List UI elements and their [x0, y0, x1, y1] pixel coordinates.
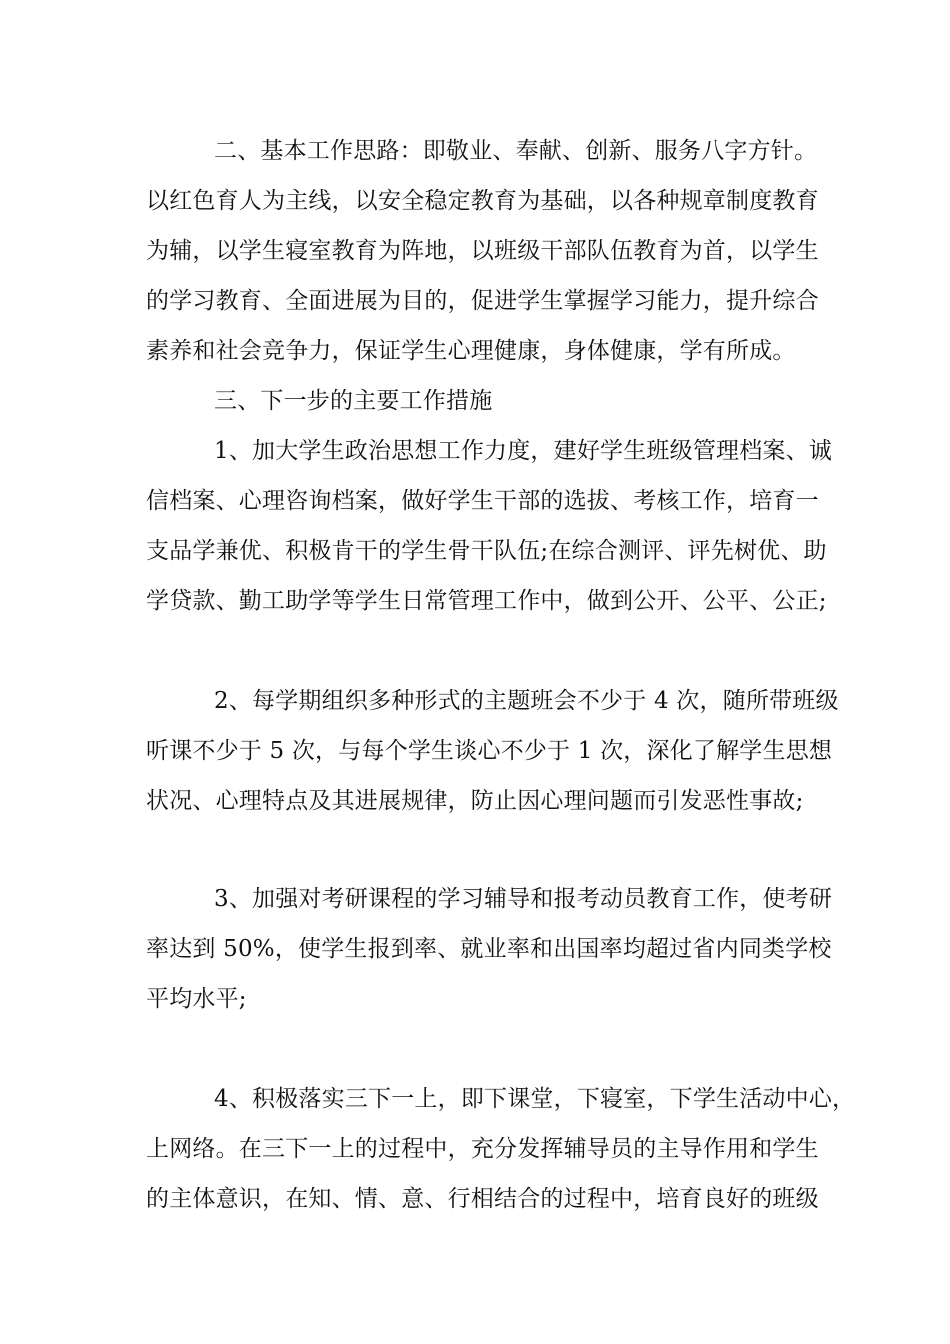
section-2-line: 二、基本工作思路：即敬业、奉献、创新、服务八字方针。 — [214, 138, 818, 164]
measure-1-line: 学贷款、勤工助学等学生日常管理工作中，做到公开、公平、公正; — [146, 588, 827, 614]
section-2-line: 为辅，以学生寝室教育为阵地，以班级干部队伍教育为首，以学生 — [146, 238, 819, 264]
measure-1-line: 1、加大学生政治思想工作力度，建好学生班级管理档案、诚 — [214, 438, 833, 464]
section-2-line: 素养和社会竞争力，保证学生心理健康，身体健康，学有所成。 — [146, 338, 796, 364]
measure-2-line: 2、每学期组织多种形式的主题班会不少于 4 次，随所带班级 — [214, 688, 839, 714]
measure-3-line: 率达到 50%，使学生报到率、就业率和出国率均超过省内同类学校 — [146, 936, 832, 962]
measure-2-line: 状况、心理特点及其进展规律，防止因心理问题而引发恶性事故; — [146, 788, 804, 814]
measure-4-line: 4、积极落实三下一上，即下课堂，下寝室，下学生活动中心， — [214, 1086, 856, 1112]
measure-1-line: 支品学兼优、积极肯干的学生骨干队伍;在综合测评、评先树优、助 — [146, 538, 827, 564]
measure-3-line: 平均水平; — [146, 986, 247, 1012]
section-2-line: 的学习教育、全面进展为目的，促进学生掌握学习能力，提升综合 — [146, 288, 819, 314]
measure-4-line: 的主体意识，在知、情、意、行相结合的过程中，培育良好的班级 — [146, 1186, 819, 1212]
section-3-heading: 三、下一步的主要工作措施 — [214, 388, 493, 414]
section-2-line: 以红色育人为主线，以安全稳定教育为基础，以各种规章制度教育 — [146, 188, 819, 214]
measure-1-line: 信档案、心理咨询档案，做好学生干部的选拔、考核工作，培育一 — [146, 488, 819, 514]
measure-4-line: 上网络。在三下一上的过程中，充分发挥辅导员的主导作用和学生 — [146, 1136, 819, 1162]
measure-2-line: 听课不少于 5 次，与每个学生谈心不少于 1 次，深化了解学生思想 — [146, 738, 833, 764]
measure-3-line: 3、加强对考研课程的学习辅导和报考动员教育工作，使考研 — [214, 886, 833, 912]
